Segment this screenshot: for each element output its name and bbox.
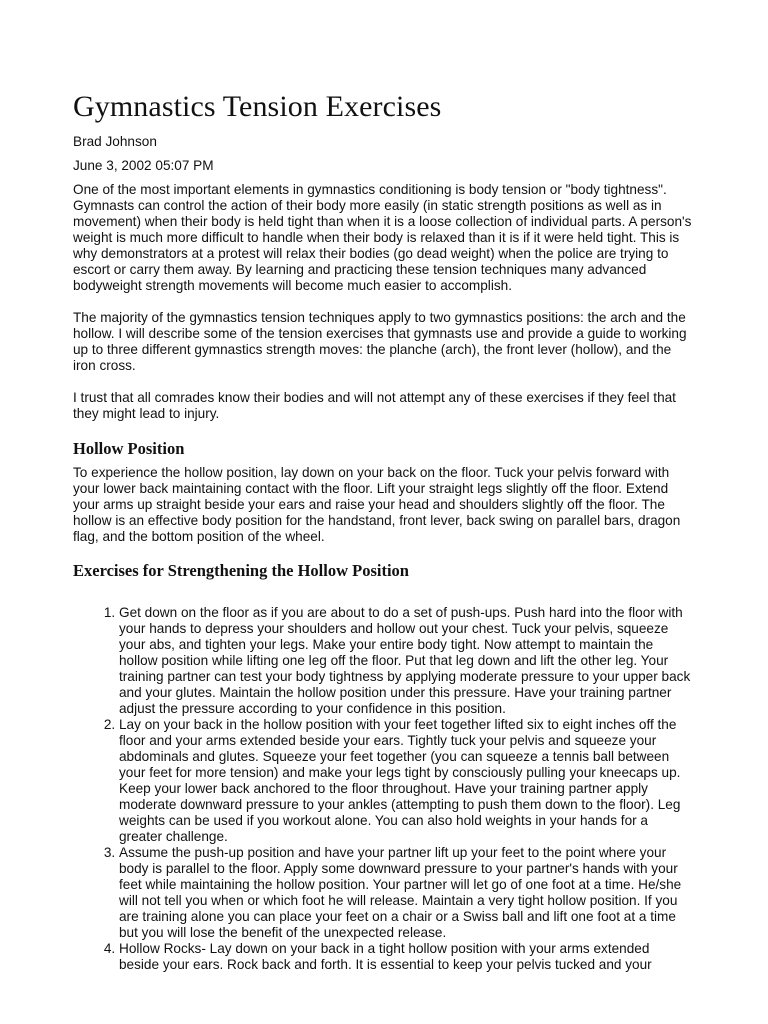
list-item: 2. Lay on your back in the hollow position with your feet together lifted six to eight inches off the floor and your arms extended beside your ears. Tightly tuck your pelvis and squeeze your abdominals and glutes. Squeeze your feet together (you can squeeze a tennis ball between your feet for more tension) and make your legs tight by consciously pulling your kneecaps up. Keep your lower back anchored to the floor throughout. Have your training partner apply moderate downward pressure to your ankles (attempting to push them down to the floor). Leg weights can be used if you workout alone. You can also hold weights in your hands for a greater challenge. bbox=[119, 717, 693, 845]
exercise-list bbox=[73, 605, 693, 973]
section-heading-hollow-position: Hollow Position bbox=[73, 439, 185, 458]
list-item: 3. Assume the push-up position and have your partner lift up your feet to the point where your body is parallel to the floor. Apply some downward pressure to your partner's hands with your feet while maintaining the hollow position. Your partner will let go of one foot at a time. He/she will not tell you when or which foot he will release. Maintain a very tight hollow position. If you are training alone you can place your feet on a chair or a Swiss ball and lift one foot at a time but you will lose the benefit of the unexpected release. bbox=[119, 845, 693, 941]
hollow-position-paragraph: To experience the hollow position, lay down on your back on the floor. Tuck your pelvis forward with your lower back maintaining contact with the floor. Lift your straight legs slightly off the floor. Extend your arms up straight beside your ears and raise your head and shoulders slightly off the floor. The hollow is an effective body position for the handstand, front lever, back swing on parallel bars, dragon flag, and the bottom position of the wheel. bbox=[73, 465, 681, 544]
section-heading-exercises: Exercises for Strengthening the Hollow Position bbox=[73, 561, 409, 580]
article bbox=[73, 88, 693, 973]
intro-paragraph-1: One of the most important elements in gymnastics conditioning is body tension or "body tightness". Gymnasts can control the action of their body more easily (in static strength positions as well as in movement) when their body is held tight than when it is a loose collection of individual parts. A person's weight is much more difficult to handle when their body is relaxed than it is if it were held tight. This is why demonstrators at a protest will relax their bodies (go dead weight) when the police are trying to escort or carry them away. By learning and practicing these tension techniques many advanced bodyweight strength movements will become much easier to accomplish. bbox=[73, 182, 692, 293]
intro-paragraph-3: I trust that all comrades know their bodies and will not attempt any of these exercises if they feel that they might lead to injury. bbox=[73, 390, 676, 421]
intro-paragraph-2: The majority of the gymnastics tension techniques apply to two gymnastics positions: the arch and the hollow. I will describe some of the tension exercises that gymnasts use and provide a guide to working up to three different gymnastics strength moves: the planche (arch), the front lever (hollow), and the iron cross. bbox=[73, 310, 687, 373]
article-title: Gymnastics Tension Exercises bbox=[73, 90, 442, 123]
list-item: 4. Hollow Rocks- Lay down on your back in a tight hollow position with your arms extended beside your ears. Rock back and forth. It is essential to keep your pelvis tucked and your bbox=[119, 941, 693, 973]
article-author: Brad Johnson bbox=[73, 134, 157, 149]
article-date: June 3, 2002 05:07 PM bbox=[73, 158, 214, 173]
list-item: 1. Get down on the floor as if you are about to do a set of push-ups. Push hard into the floor with your hands to depress your shoulders and hollow out your chest. Tuck your pelvis, squeeze your abs, and tighten your legs. Make your entire body tight. Now attempt to maintain the hollow position while lifting one leg off the floor. Put that leg down and lift the other leg. Your training partner can test your body tightness by applying moderate pressure to your upper back and your glutes. Maintain the hollow position under this pressure. Have your training partner adjust the pressure according to your confidence in this position. bbox=[119, 605, 693, 717]
